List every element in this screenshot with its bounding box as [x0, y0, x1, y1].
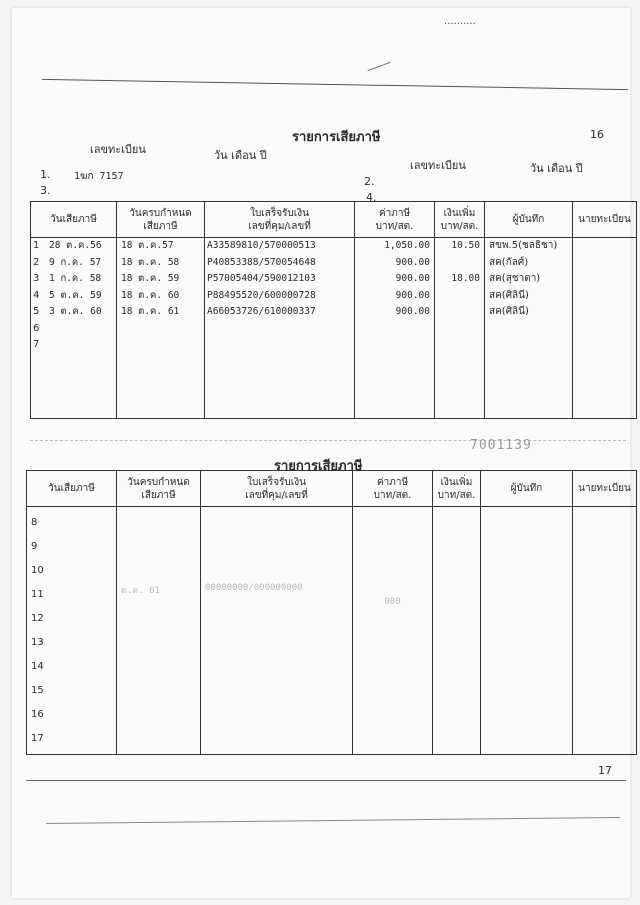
- section1-title: รายการเสียภาษี: [292, 130, 381, 145]
- faded-due: ต.ค. 61: [121, 586, 160, 596]
- row-4-extra: [435, 288, 484, 305]
- header2-paid-date: [27, 471, 117, 507]
- col-due-date: [117, 238, 205, 419]
- header2-tax: [353, 471, 433, 507]
- row-number: 6: [33, 322, 40, 334]
- right-date-label: วัน เดือน ปี: [530, 162, 583, 175]
- header-tax: [355, 202, 435, 238]
- row-3-registrar: [573, 271, 636, 288]
- header-recorder-text: ผู้บันทึก: [512, 214, 545, 225]
- header2-recorder: [481, 471, 573, 507]
- entry-3-num: 3.: [40, 184, 51, 197]
- col-receipt: [205, 238, 355, 419]
- row-7-due: [117, 337, 204, 354]
- col2-extra: [433, 507, 481, 755]
- header-extra-text: เงินเพิ่ม บาท/สต.: [440, 207, 479, 232]
- row-4-registrar: [573, 288, 636, 305]
- bottom-rule-1: [26, 780, 626, 781]
- row2-number-17: 17: [31, 733, 44, 744]
- table1-header-row: [31, 202, 637, 238]
- entry-1-value: 1ฆก 7157: [74, 171, 124, 182]
- row-5-receipt: A66053726/610000337: [207, 306, 316, 317]
- row-5-recorder: สค(ศิลินี): [489, 306, 529, 317]
- header2-paid-date-text: วันเสียภาษี: [48, 483, 95, 494]
- header-registrar-text: นายทะเบียน: [578, 214, 631, 225]
- header2-due-date: [117, 471, 201, 507]
- row2-number-10: 10: [31, 565, 44, 576]
- section2-title: รายการเสียภาษี: [274, 459, 363, 474]
- right-reg-label: เลขทะเบียน: [410, 159, 466, 172]
- row-6-receipt: [205, 321, 354, 338]
- row-1-registrar: [573, 238, 636, 255]
- row-6-registrar: [573, 321, 636, 338]
- page-number: 17: [598, 764, 612, 777]
- mid-divider: [30, 440, 626, 441]
- entry-2-num: 2.: [364, 175, 375, 188]
- col-recorder: [485, 238, 573, 419]
- row-number: 3: [33, 273, 40, 284]
- faded-receipt: 00000000/000000000: [205, 583, 303, 593]
- col2-recorder: [481, 507, 573, 755]
- top-mark: ..........: [444, 16, 476, 27]
- row-7-registrar: [573, 337, 636, 354]
- bottom-rule-2: [46, 817, 620, 824]
- row-7-receipt: [205, 337, 354, 354]
- row-7-tax: [355, 337, 434, 354]
- row-6-tax: [355, 321, 434, 338]
- tax-table-2: [26, 470, 637, 755]
- entry-1-num: 1.: [40, 168, 51, 181]
- row-3-recorder: สค(สุชาดา): [489, 273, 541, 284]
- row2-number-8: 8: [31, 517, 38, 528]
- header2-receipt: [201, 471, 353, 507]
- row2-number-15: 15: [31, 685, 44, 696]
- entry-4-num: 4.: [366, 191, 377, 204]
- col2-due-date: [117, 507, 201, 755]
- table1-body: [31, 238, 637, 419]
- header2-extra-text: เงินเพิ่ม บาท/สต.: [437, 476, 476, 501]
- header-receipt-text: ใบเสร็จรับเงิน เลขที่คุม/เลขที่: [248, 207, 311, 232]
- header2-registrar: [573, 471, 637, 507]
- row-5-paid: 5 3 ต.ค. 60: [31, 304, 116, 321]
- row-number: 4: [33, 289, 40, 301]
- row-1-extra: 10.50: [451, 240, 480, 251]
- header-extra: [435, 202, 485, 238]
- row-2-recorder: สค(กัลศ์): [489, 256, 529, 268]
- row-4-due: 18 ต.ค. 60: [121, 289, 180, 301]
- row-3-receipt: P57005404/590012103: [207, 273, 316, 284]
- scan-mark: [368, 62, 391, 71]
- row-2-tax: 900.00: [395, 256, 430, 268]
- faded-tax: 000: [384, 597, 401, 607]
- col2-paid-date: [27, 507, 117, 755]
- col-tax: [355, 238, 435, 419]
- header-recorder: [485, 202, 573, 238]
- row2-number-11: 11: [31, 589, 44, 600]
- top-divider: [42, 79, 628, 90]
- col2-registrar: [573, 507, 637, 755]
- row-7-paid: [31, 337, 116, 354]
- row-number: 7: [33, 339, 40, 350]
- row-1-receipt: A33589810/570000513: [207, 240, 316, 251]
- row-4-recorder: สค(ศิลินี): [489, 289, 529, 301]
- row-5-extra: [435, 304, 484, 321]
- row-6-due: [117, 321, 204, 338]
- header2-registrar-text: นายทะเบียน: [578, 483, 631, 494]
- row-2-due: 18 ต.ค. 58: [121, 256, 180, 268]
- row-7-recorder: [485, 337, 572, 354]
- row-7-extra: [435, 337, 484, 354]
- row-4-tax: 900.00: [395, 289, 430, 301]
- header-paid-date-text: วันเสียภาษี: [50, 214, 97, 225]
- row-6-recorder: [485, 321, 572, 338]
- row-5-due: 18 ต.ค. 61: [121, 306, 180, 317]
- left-reg-label: เลขทะเบียน: [90, 143, 146, 156]
- row2-number-12: 12: [31, 613, 44, 624]
- table2-body: [27, 507, 637, 755]
- row2-number-13: 13: [31, 637, 44, 648]
- header2-recorder-text: ผู้บันทึก: [510, 483, 543, 494]
- col-registrar: [573, 238, 637, 419]
- row-6-extra: [435, 321, 484, 338]
- col2-tax: [353, 507, 433, 755]
- table2-header-row: [27, 471, 637, 507]
- row2-number-16: 16: [31, 709, 44, 720]
- tax-table-1: [30, 201, 637, 419]
- header-due-date: [117, 202, 205, 238]
- col2-receipt: [201, 507, 353, 755]
- header2-extra: [433, 471, 481, 507]
- row-1-paid: 1 28 ต.ค.56: [31, 238, 116, 255]
- left-date-label: วัน เดือน ปี: [214, 149, 267, 162]
- row-4-paid: 4 5 ต.ค. 59: [31, 288, 116, 305]
- col-paid-date: [31, 238, 117, 419]
- header-receipt: [205, 202, 355, 238]
- row-1-recorder: สขพ.5(ชลธิชา): [489, 240, 558, 251]
- row-4-receipt: P88495520/600000728: [207, 289, 316, 301]
- row-2-receipt: P40853388/570054648: [207, 256, 316, 268]
- header-paid-date: [31, 202, 117, 238]
- section1-page-mark: 16: [590, 128, 604, 141]
- row-number: 1: [33, 240, 40, 251]
- header2-receipt-text: ใบเสร็จรับเงิน เลขที่คุม/เลขที่: [245, 476, 308, 501]
- col-extra: [435, 238, 485, 419]
- row-6-paid: [31, 321, 116, 338]
- row-2-registrar: [573, 255, 636, 272]
- row-number: 5: [33, 306, 40, 317]
- row-3-due: 18 ต.ค. 59: [121, 273, 180, 284]
- row-1-due: 18 ต.ค.57: [121, 240, 174, 251]
- row-3-extra: 18.00: [451, 273, 480, 284]
- header2-tax-text: ค่าภาษี บาท/สต.: [373, 476, 412, 501]
- row2-number-14: 14: [31, 661, 44, 672]
- document-page: [12, 8, 630, 898]
- header2-due-date-text: วันครบกำหนด เสียภาษี: [127, 476, 190, 501]
- header-registrar: [573, 202, 637, 238]
- stamp-text: 7001139: [470, 438, 532, 453]
- row-5-tax: 900.00: [395, 306, 430, 317]
- row-3-tax: 900.00: [395, 273, 430, 284]
- header-tax-text: ค่าภาษี บาท/สต.: [375, 207, 414, 232]
- header-due-date-text: วันครบกำหนด เสียภาษี: [129, 207, 192, 232]
- row-1-tax: 1,050.00: [384, 240, 430, 251]
- row2-number-9: 9: [31, 541, 38, 552]
- row-5-registrar: [573, 304, 636, 321]
- row-number: 2: [33, 256, 40, 268]
- row-2-extra: [435, 255, 484, 272]
- row-3-paid: 3 1 ก.ค. 58: [31, 271, 116, 288]
- row-2-paid: 2 9 ก.ค. 57: [31, 255, 116, 272]
